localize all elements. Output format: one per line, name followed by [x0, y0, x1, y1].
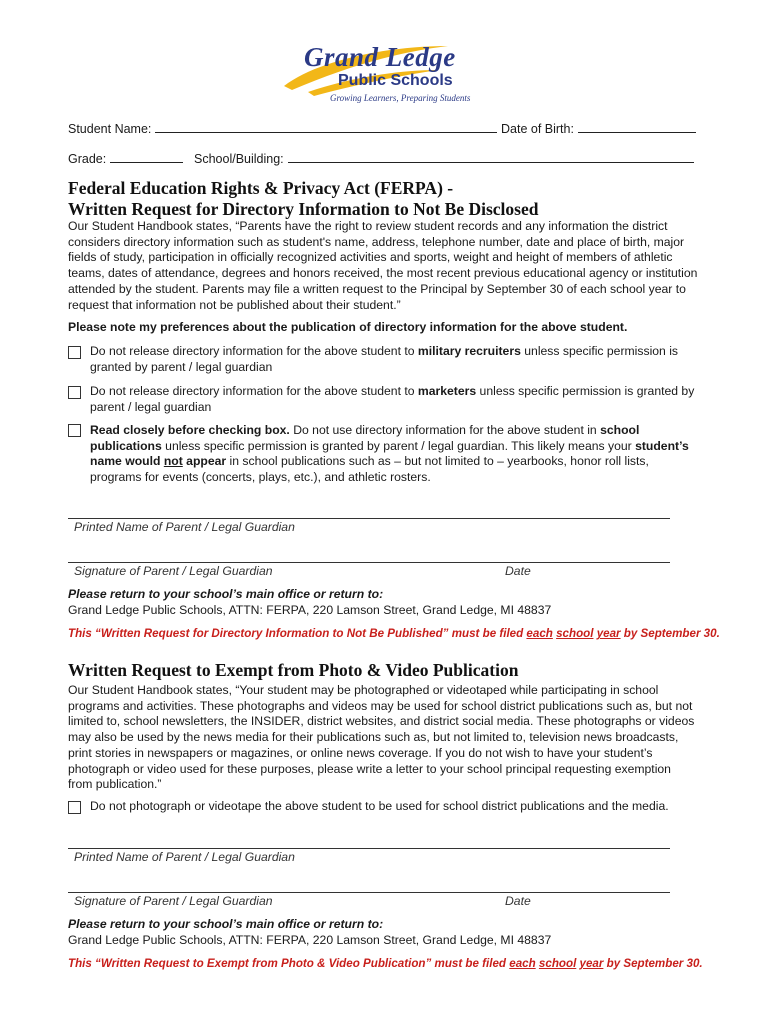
military-recruiters-checkbox[interactable]: [68, 346, 81, 359]
option2-bold: marketers: [417, 384, 477, 398]
ferpa-deadline-notice: [68, 627, 720, 640]
option1-text: Do not release directory information for the above student to: [90, 344, 418, 358]
marketers-option: [90, 384, 702, 415]
photo-printed-name-label: Printed Name of Parent / Legal Guardian: [74, 850, 295, 864]
ferpa-title-line2: Written Request for Directory Information to Not Be Disclosed: [68, 199, 539, 219]
ferpa-deadline-school: school: [556, 627, 594, 640]
ferpa-return-address: Grand Ledge Public Schools, ATTN: FERPA, 220 Lamson Street, Grand Ledge, MI 48837: [68, 603, 552, 617]
logo-tagline: Growing Learners, Preparing Students: [330, 93, 471, 103]
ferpa-deadline-year: year: [596, 627, 621, 640]
photo-deadline-school: school: [538, 957, 577, 970]
grade-line[interactable]: [110, 150, 183, 163]
photo-printed-name-line[interactable]: [68, 848, 670, 849]
school-publications-checkbox[interactable]: [68, 424, 81, 437]
photo-exempt-checkbox[interactable]: [68, 801, 81, 814]
school-field: [194, 150, 694, 166]
option3-text-mid: unless specific permission is granted by parent / legal guardian. This likely means your: [161, 438, 636, 453]
photo-return-address: Grand Ledge Public Schools, ATTN: FERPA, 220 Lamson Street, Grand Ledge, MI 48837: [68, 933, 552, 947]
ferpa-deadline-text: This “Written Request for Directory Information to Not Be Published” must be filed: [68, 627, 527, 640]
option3-bold-name: student’s name would: [90, 438, 689, 469]
marketers-checkbox[interactable]: [68, 386, 81, 399]
photo-intro: Our Student Handbook states, “Your student may be photographed or videotaped while participating in school programs and activities. These photographs and videos may be used for school district publications such as, but not limited to, school newsletters, the INSIDER, district websites, and district social media. These photographs or videos may also be used by the news media for their publications such as, but not limited to, television news broadcasts, print stories in newspapers or magazines, or online news coverage. If you do not wish to have your student’s photograph or video used for these purposes, please write a letter to your school principal requesting exemption from publication.”: [68, 683, 695, 792]
school-publications-option: [90, 423, 702, 486]
option2-text-end: unless specific permission is granted by parent / legal guardian: [90, 384, 695, 414]
photo-signature-line[interactable]: [68, 892, 670, 893]
photo-exempt-option: Do not photograph or videotape the above student to be used for school district publications and the media.: [90, 799, 669, 813]
photo-deadline-end: by September 30.: [603, 957, 703, 970]
option3-text-end: in school publications such as – but not limited to – yearbooks, honor roll lists, programs for events (concerts, plays, etc.), and athletic rosters.: [90, 454, 649, 485]
photo-signature-label: Signature of Parent / Legal Guardian: [74, 894, 273, 908]
logo-line2: Public Schools: [338, 72, 453, 89]
ferpa-title: [68, 178, 538, 220]
ferpa-title-line1: Federal Education Rights & Privacy Act (FERPA) -: [68, 178, 454, 198]
option3-text: Do not use directory information for the above student in: [289, 423, 601, 437]
ferpa-deadline-end: by September 30.: [620, 627, 720, 640]
ferpa-signature-label: Signature of Parent / Legal Guardian: [74, 564, 273, 578]
option3-appear: appear: [182, 454, 227, 469]
option1-bold: military recruiters: [417, 344, 521, 358]
student-name-label: Student Name:: [68, 122, 152, 136]
photo-deadline-text: This “Written Request to Exempt from Photo & Video Publication” must be filed: [68, 957, 510, 970]
grade-label: Grade:: [68, 152, 107, 166]
military-recruiters-option: [90, 344, 702, 375]
ferpa-deadline-each: each: [526, 627, 553, 640]
photo-deadline-year: year: [579, 957, 604, 970]
student-name-line[interactable]: [155, 120, 497, 133]
ferpa-return-heading: Please return to your school’s main office or return to:: [68, 587, 384, 601]
photo-return-heading: Please return to your school’s main office or return to:: [68, 917, 384, 931]
photo-date-label: Date: [505, 894, 531, 908]
ferpa-signature-line[interactable]: [68, 562, 670, 563]
dob-label: Date of Birth:: [501, 122, 574, 136]
ferpa-printed-name-line[interactable]: [68, 518, 670, 519]
option1-text-end: unless specific permission is granted by parent / legal guardian: [90, 344, 679, 374]
logo-line1: Grand Ledge: [304, 42, 456, 72]
dob-field: [501, 120, 696, 136]
student-name-field: [68, 120, 497, 136]
ferpa-intro: Our Student Handbook states, “Parents have the right to review student records and any information the district considers directory information such as student's name, address, telephone number, date and place of birth, major fields of study, participation in officially recognized activities and sports, weight and height of members of athletic teams, dates of attendance, degrees and honors received, the most recent previous educational agency or institution attended by the student. Parents may file a written request to the Principal by September 30 of each school year to request that information not be published about their student.”: [68, 219, 698, 312]
option2-text: Do not release directory information for the above student to: [90, 384, 418, 398]
photo-deadline-notice: [68, 957, 703, 970]
option3-not: not: [163, 454, 183, 469]
photo-title: Written Request to Exempt from Photo & Video Publication: [68, 660, 519, 680]
school-line[interactable]: [288, 150, 694, 163]
grade-field: [68, 150, 183, 166]
school-label: School/Building:: [194, 152, 284, 166]
district-logo: [278, 40, 478, 110]
dob-line[interactable]: [578, 120, 696, 133]
option3-bold-mid: school publications: [90, 423, 640, 453]
ferpa-printed-name-label: Printed Name of Parent / Legal Guardian: [74, 520, 295, 534]
option3-lead: Read closely before checking box.: [90, 423, 290, 437]
ferpa-note: Please note my preferences about the publication of directory information for the above student.: [68, 320, 628, 334]
ferpa-date-label: Date: [505, 564, 531, 578]
photo-deadline-each: each: [509, 957, 536, 970]
